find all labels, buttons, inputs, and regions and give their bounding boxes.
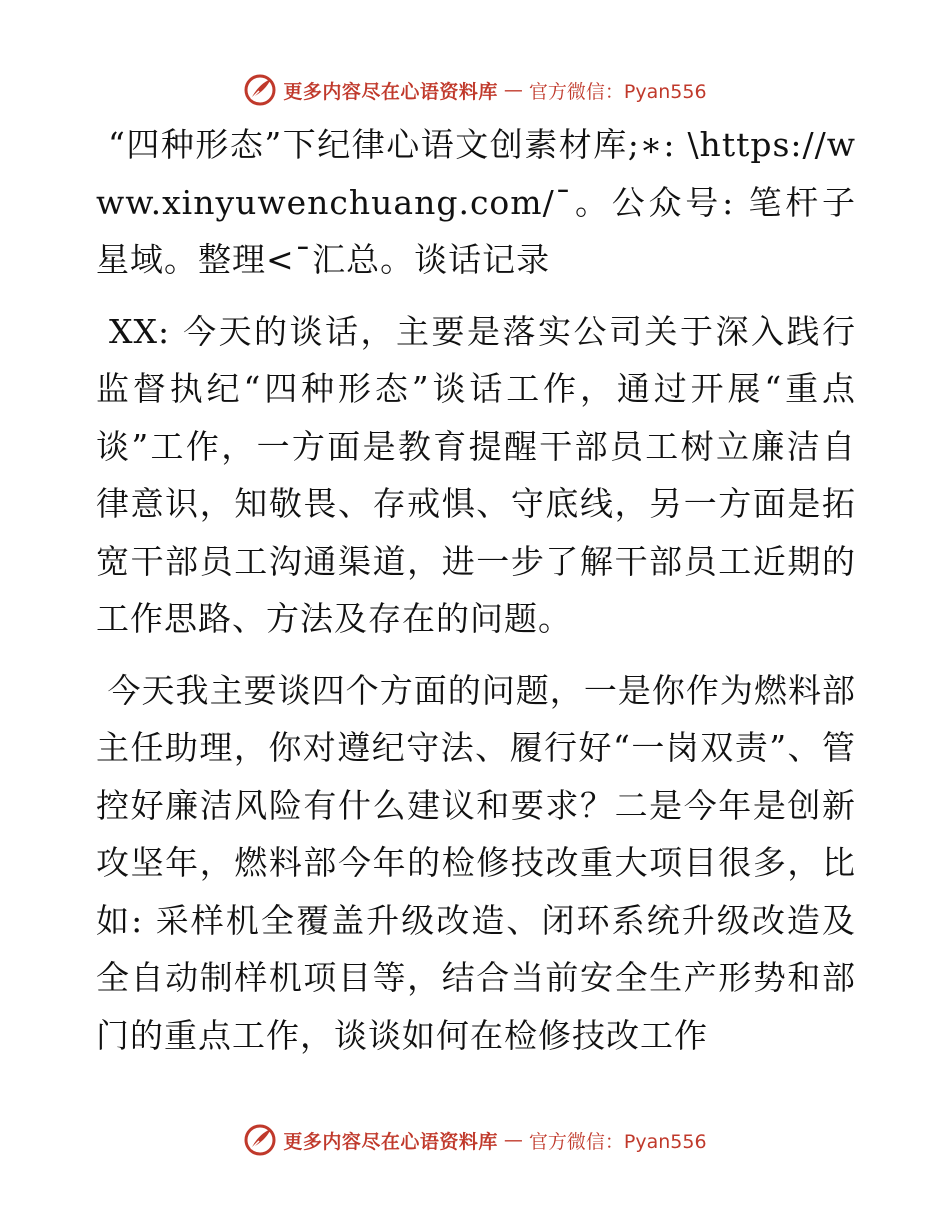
- document-body: [96, 116, 856, 1078]
- document-paragraph-1: XX: 今天的谈话，主要是落实公司关于深入践行监督执纪“四种形态”谈话工作，通过开展“重点谈”工作，一方面是教育提醒干部员工树立廉洁自律意识，知敬畏、存戒惧、守底线，另一方面是拓宽干部员工沟通渠道，进一步了解干部员工近期的工作思路、方法及存在的问题。: [96, 311, 856, 638]
- document-intro: “四种形态”下纪律心语文创素材库;∗: \https://www.xinyuwenchuang.com/¯。公众号: 笔杆子星域。整理<¯汇总。谈话记录: [96, 125, 856, 279]
- feather-pen-logo-icon: [243, 1123, 277, 1157]
- feather-pen-logo-icon: [243, 73, 277, 107]
- footer-banner: [0, 1118, 950, 1162]
- header-banner-text: 更多内容尽在心语资料库: [283, 80, 498, 103]
- document-paragraph-2: 今天我主要谈四个方面的问题，一是你作为燃料部主任助理，你对遵纪守法、履行好“一岗双责”、管控好廉洁风险有什么建议和要求？二是今年是创新攻坚年，燃料部今年的检修技改重大项目很多，比如: 采样机全覆盖升级改造、闭环系统升级改造及全自动制样机项目等，结合当前安全生产形势和部门的重点工作，谈谈如何在检修技改工作: [96, 670, 856, 1055]
- footer-banner-dash: —: [503, 1129, 523, 1151]
- footer-banner-text: 更多内容尽在心语资料库: [283, 1130, 498, 1153]
- footer-banner-wechat: 官方微信：Pyan556: [528, 1130, 707, 1153]
- header-banner-dash: —: [503, 79, 523, 101]
- header-banner-wechat: 官方微信：Pyan556: [528, 80, 707, 103]
- header-banner: [0, 68, 950, 112]
